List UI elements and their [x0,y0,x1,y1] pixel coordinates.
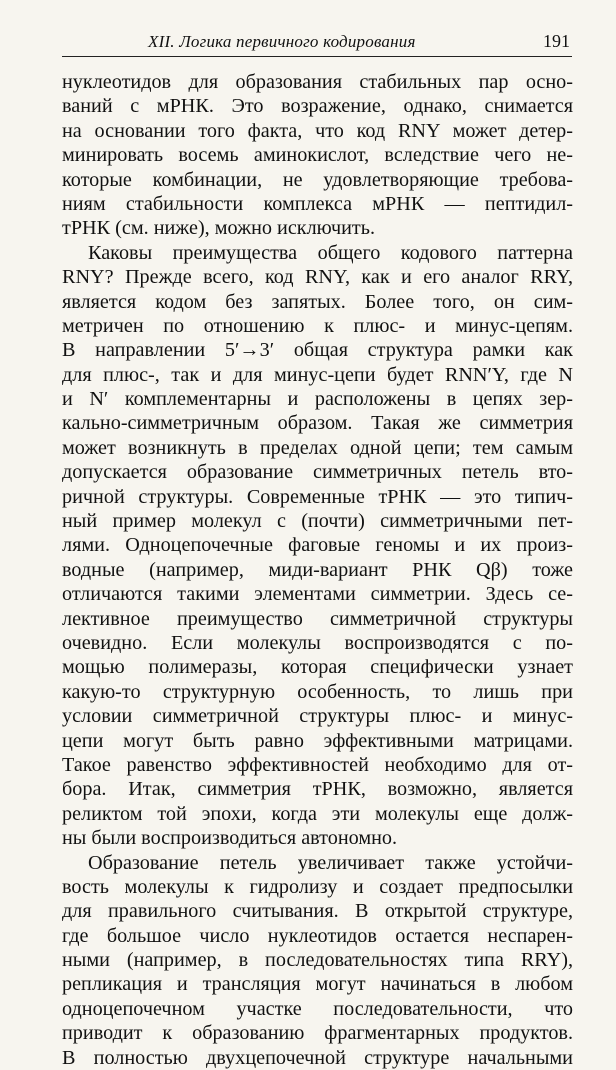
text-line: условии симметричной структуры плюс- и минус- [62,704,573,728]
text-line: ричной структуры. Современные тРНК — это типич- [62,485,573,509]
text-line: очевидно. Если молекулы воспроизводятся с по- [62,631,573,655]
running-head: XII. Логика первичного кодирования [148,32,416,52]
text-line: ный пример молекул с (почти) симметричными пет- [62,509,573,533]
text-line: ны были воспроизводиться автономно. [62,826,573,850]
text-line: допускается образование симметричных петель вто- [62,460,573,484]
text-line: тРНК (см. ниже), можно исключить. [62,216,573,240]
text-line: лективное преимущество симметричной структуры [62,607,573,631]
text-line: метричен по отношению к плюс- и минус-цепям. [62,314,573,338]
text-line: репликация и трансляция могут начинаться в любом [62,972,573,996]
text-line: ниям стабильности комплекса мРНК — пептидил- [62,192,573,216]
text-line: является кодом без запятых. Более того, он сим- [62,290,573,314]
text-line: и N′ комплементарны и расположены в цепях зер- [62,387,573,411]
text-line: RNY? Прежде всего, код RNY, как и его аналог RRY, [62,265,573,289]
text-line: Такое равенство эффективностей необходимо для от- [62,753,573,777]
body-text [62,70,573,1070]
text-line: вость молекулы к гидролизу и создает предпосылки [62,875,573,899]
paragraph [62,241,573,851]
text-line: минировать восемь аминокислот, вследствие чего не- [62,143,573,167]
text-line: для плюс-, так и для минус-цепи будет RNN′Y, где N [62,363,573,387]
text-line: бора. Итак, симметрия тРНК, возможно, является [62,777,573,801]
page-header [62,30,572,57]
text-line: может возникнуть в пределах одной цепи; тем самым [62,436,573,460]
text-line: отличаются такими элементами симметрии. Здесь се- [62,582,573,606]
page-number: 191 [543,31,570,52]
text-line: В направлении 5′→3′ общая структура рамки как [62,338,573,362]
text-line: для правильного считывания. В открытой структуре, [62,899,573,923]
text-line: одноцепочечном участке последовательности, что [62,997,573,1021]
text-line: лями. Одноцепочечные фаговые геномы и их произ- [62,533,573,557]
text-line: приводит к образованию фрагментарных продуктов. [62,1021,573,1045]
text-line: Образование петель увеличивает также устойчи- [62,851,573,875]
text-line: нуклеотидов для образования стабильных пар осно- [62,70,573,94]
text-line: где большое число нуклеотидов остается неспарен- [62,924,573,948]
text-line: которые комбинации, не удовлетворяющие требова- [62,168,573,192]
text-line: цепи могут быть равно эффективными матрицами. [62,729,573,753]
text-line: мощью полимеразы, которая специфически узнает [62,655,573,679]
text-line: реликтом той эпохи, когда эти молекулы еще долж- [62,802,573,826]
paragraph [62,70,573,241]
text-line: В полностью двухцепочечной структуре начальными [62,1046,573,1070]
text-line: на основании того факта, что код RNY может детер- [62,119,573,143]
paragraph [62,851,573,1070]
text-line: ваний с мРНК. Это возражение, однако, снимается [62,94,573,118]
text-line: ными (например, в последовательностях типа RRY), [62,948,573,972]
text-line: какую-то структурную особенность, то лишь при [62,680,573,704]
text-line: водные (например, миди-вариант РНК Qβ) тоже [62,558,573,582]
text-line: кально-симметричным образом. Такая же симметрия [62,411,573,435]
text-line: Каковы преимущества общего кодового паттерна [62,241,573,265]
